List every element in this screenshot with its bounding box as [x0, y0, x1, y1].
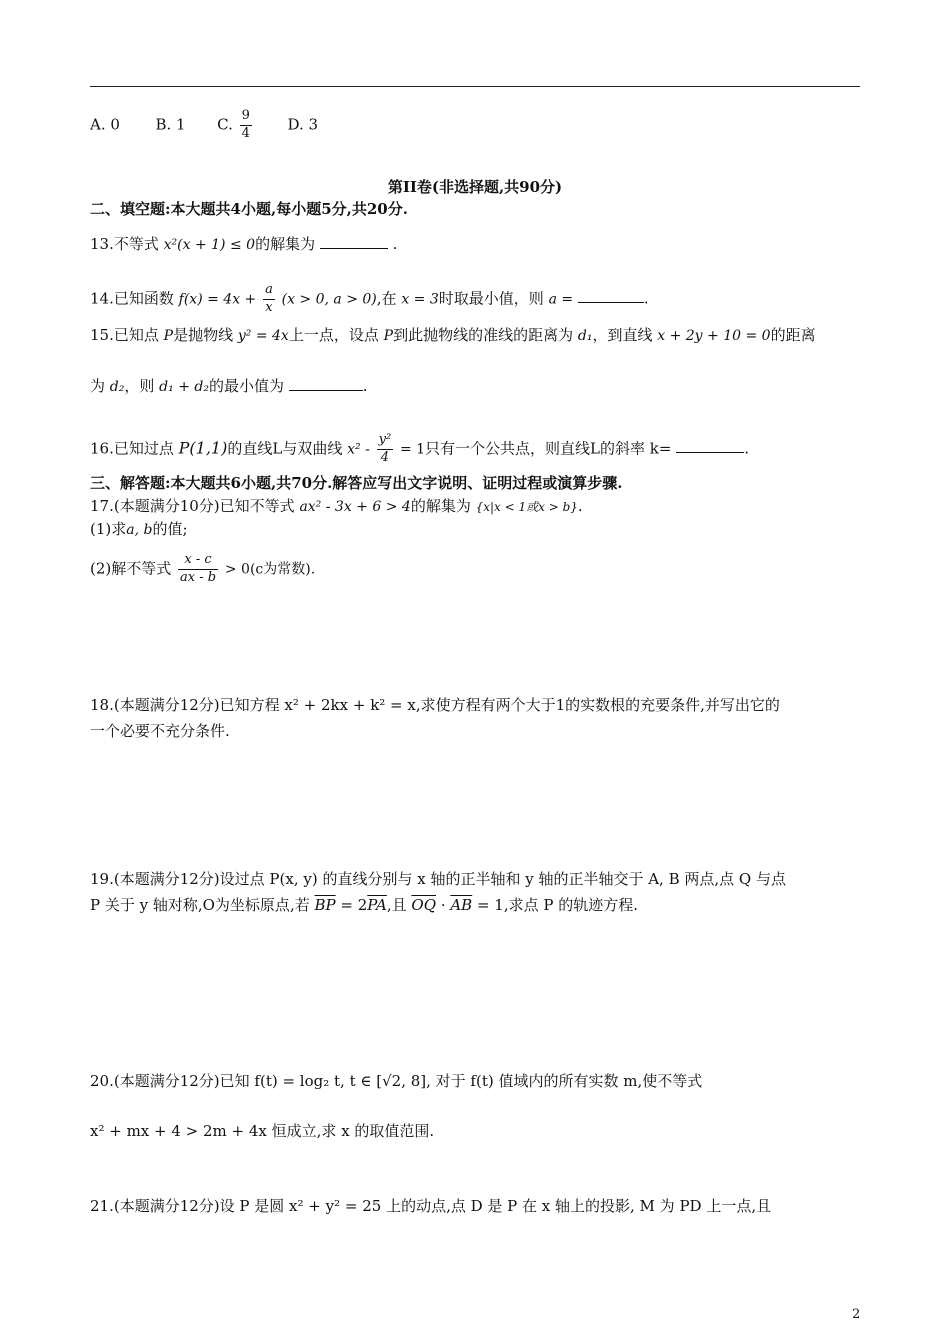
question-17-part1: (1)求a, b的值;	[90, 520, 188, 538]
top-rule	[90, 86, 860, 87]
answer-options	[90, 108, 318, 143]
question-17-part2: (2)解不等式 $\frac{x - c}{ax - b}$ > 0(c为常数).	[90, 552, 316, 585]
option-d: D. 3	[287, 115, 319, 134]
question-13: 13.不等式 x²(x + 1) ≤ 0的解集为 .	[90, 235, 398, 253]
q14-fraction: $\frac{a}{x}$	[265, 282, 273, 315]
option-a: A. 0	[90, 115, 120, 134]
question-21: 21.(本题满分12分)设 P 是圆 x² + y² = 25 上的动点,点 D 是 P 在 x 轴上的投影, M 为 PD 上一点,且	[90, 1197, 772, 1215]
q13-inequality: x²(x + 1) ≤ 0	[163, 237, 256, 253]
question-18: 18.(本题满分12分)已知方程 x² + 2kx + k² = x,求使方程有两个大于1的实数根的充要条件,并写出它的	[90, 696, 780, 714]
section3-heading: 三、解答题:本大题共6小题,共70分.解答应写出文字说明、证明过程或演算步骤.	[90, 474, 623, 492]
part2-title: 第II卷(非选择题,共90分)	[387, 178, 563, 196]
section2-heading: 二、填空题:本大题共4小题,每小题5分,共20分.	[90, 200, 408, 218]
question-20: 20.(本题满分12分)已知 f(t) = log₂ t, t ∈ [√2, 8], 对于 f(t) 值域内的所有实数 m,使不等式	[90, 1072, 703, 1090]
option-c-fraction: $\frac{9}{4}$	[241, 108, 250, 141]
page-number: 2	[852, 1307, 861, 1322]
question-18-cont: 一个必要不充分条件.	[90, 722, 230, 740]
q17-fraction: $\frac{x - c}{ax - b}$	[180, 552, 217, 585]
q14-answer-blank[interactable]	[578, 288, 644, 303]
question-15-cont: 为 d₂，则 d₁ + d₂的最小值为 .	[90, 377, 368, 395]
question-17: 17.(本题满分10分)已知不等式 ax² - 3x + 6 > 4的解集为 {x|x < 1或x > b}.	[90, 497, 583, 515]
question-20-cont: x² + mx + 4 > 2m + 4x 恒成立,求 x 的取值范围.	[90, 1122, 435, 1140]
q13-answer-blank[interactable]	[320, 234, 388, 249]
question-19-cont: P 关于 y 轴对称,O为坐标原点,若 $\overline{BP} = 2\overline{PA}$,且 $\overline{OQ} \cdot \overline{AB} = 1$,求点 P 的轨迹方程.	[90, 896, 639, 914]
q15-answer-blank[interactable]	[289, 376, 363, 391]
question-16: 16.已知过点 P(1,1)的直线L与双曲线 x² - $\frac{\text{y²}}{4}$ = 1只有一个公共点，则直线L的斜率 k= .	[90, 432, 749, 465]
question-14: 14.已知函数 f(x) = 4x + $\frac{a}{x}$ (x > 0, a > 0),在 x = 3时取最小值，则 a = .	[90, 282, 649, 315]
q16-answer-blank[interactable]	[676, 438, 744, 453]
question-15: 15.已知点 P是抛物线 y² = 4x上一点，设点 P到此抛物线的准线的距离为 d₁，到直线 x + 2y + 10 = 0的距离	[90, 326, 816, 344]
option-b: B. 1	[155, 115, 186, 134]
question-19: 19.(本题满分12分)设过点 P(x, y) 的直线分别与 x 轴的正半轴和 y 轴的正半轴交于 A, B 两点,点 Q 与点	[90, 870, 786, 888]
option-c-label: C.	[217, 115, 233, 134]
q16-fraction: $\frac{\text{y²}}{4}$	[378, 432, 392, 465]
